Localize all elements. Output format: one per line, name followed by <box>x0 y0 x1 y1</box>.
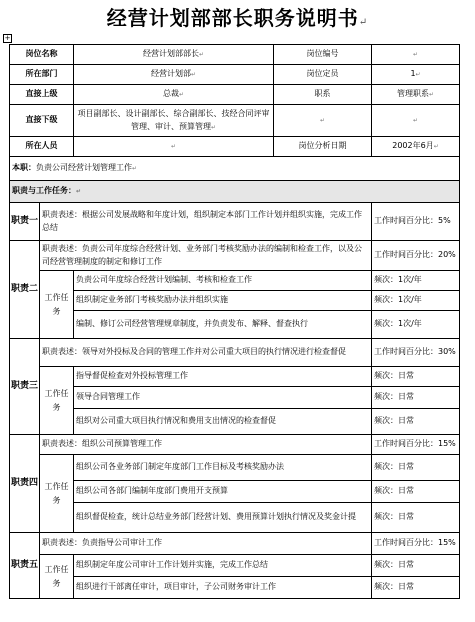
duty-summary: 本职：负责公司经营计划管理工作↵ <box>10 157 460 181</box>
duty-4-task-row <box>10 503 460 533</box>
duty-3-task-1-freq: 频次：日常 <box>372 367 460 387</box>
duty-2-task-row <box>10 291 460 311</box>
duty-1-desc: 职责表述：根据公司发展战略和年度计划，组织制定本部门工作计划并组织实施，完成工作总结 <box>40 203 372 241</box>
info-row-department <box>10 65 460 85</box>
duty-2-label: 职责二 <box>10 241 40 339</box>
position-no-value: ↵ <box>372 45 460 65</box>
duty-3-desc-row <box>10 339 460 367</box>
duty-4-task-row <box>10 455 460 481</box>
incumbent-value: ↵ <box>74 137 274 157</box>
analysis-date-value: 2002年6月↵ <box>372 137 460 157</box>
duty-5-desc: 职责表述：负责指导公司审计工作 <box>40 533 372 555</box>
duty-1-time: 工作时间百分比：5% <box>372 203 460 241</box>
duty-summary-row <box>10 157 460 181</box>
duty-5-task-row <box>10 577 460 599</box>
direct-subordinate-value: 项目副部长、设计副部长、综合副部长、技经合同评审管理、审计、预算管理↵ <box>74 105 274 137</box>
duty-5-task-1-freq: 频次：日常 <box>372 555 460 577</box>
duty-5-time: 工作时间百分比：15% <box>372 533 460 555</box>
position-no-label: 岗位编号 <box>274 45 372 65</box>
duty-5-task-label: 工作任务 <box>40 555 74 599</box>
direct-subordinate-label: 直接下级 <box>10 105 74 137</box>
duty-4-task-label: 工作任务 <box>40 455 74 533</box>
duty-4-task-1: 组织公司各业务部门制定年度部门工作目标及考核奖励办法 <box>74 455 372 481</box>
duty-2-time: 工作时间百分比：20% <box>372 241 460 271</box>
table-move-handle-icon[interactable]: + <box>4 34 11 42</box>
duty-4-task-2-freq: 频次：日常 <box>372 481 460 503</box>
job-family-label: 职系 <box>274 85 372 105</box>
duty-3-task-1: 指导督促检查对外投标管理工作 <box>74 367 372 387</box>
page-title: 经营计划部部长职务说明书↵ <box>106 6 369 30</box>
duty-3-task-row <box>10 409 460 435</box>
duty-5-desc-row <box>10 533 460 555</box>
position-name-label: 岗位名称 <box>10 45 74 65</box>
job-class-value-2: ↵ <box>372 105 460 137</box>
duty-1-desc-row <box>10 203 460 241</box>
duty-2-task-3: 编制、修订公司经营管理规章制度，并负责发布、解释、督查执行 <box>74 311 372 339</box>
duty-2-task-2-freq: 频次：1次/年 <box>372 291 460 311</box>
duty-3-task-row <box>10 367 460 387</box>
duty-4-task-3: 组织督促检查，统计总结业务部门经营计划、费用预算计划执行情况及奖金计提 <box>74 503 372 533</box>
duty-4-task-2: 组织公司各部门编制年度部门费用开支预算 <box>74 481 372 503</box>
analysis-date-label: 岗位分析日期 <box>274 137 372 157</box>
duty-3-task-2-freq: 频次：日常 <box>372 387 460 409</box>
duty-4-task-3-freq: 频次：日常 <box>372 503 460 533</box>
dept-label: 所在部门 <box>10 65 74 85</box>
direct-superior-value: 总裁↵ <box>74 85 274 105</box>
duty-5-label: 职责五 <box>10 533 40 599</box>
dept-value: 经营计划部↵ <box>74 65 274 85</box>
info-row-subordinate <box>10 105 460 137</box>
info-row-position <box>10 45 460 65</box>
duty-3-desc: 职责表述：领导对外投标及合同的管理工作并对公司重大项目的执行情况进行检查督促 <box>40 339 372 367</box>
duty-5-task-1: 组织制定年度公司审计工作计划并实施，完成工作总结 <box>74 555 372 577</box>
direct-superior-label: 直接上级 <box>10 85 74 105</box>
duty-3-task-3: 组织对公司重大项目执行情况和费用支出情况的检查督促 <box>74 409 372 435</box>
duty-4-desc-row <box>10 435 460 455</box>
headcount-value: 1↵ <box>372 65 460 85</box>
duty-2-task-2: 组织制定业务部门考核奖励办法并组织实施 <box>74 291 372 311</box>
duty-5-task-2: 组织进行干部离任审计，项目审计，子公司财务审计工作 <box>74 577 372 599</box>
duty-3-task-2: 领导合同管理工作 <box>74 387 372 409</box>
duty-5-task-2-freq: 频次：日常 <box>372 577 460 599</box>
duty-4-task-row <box>10 481 460 503</box>
position-name-value: 经营计划部部长↵ <box>74 45 274 65</box>
duty-2-desc: 职责表述：负责公司年度综合经营计划、业务部门考核奖励办法的编制和检查工作，以及公司经营管理制度的制定和修订工作 <box>40 241 372 271</box>
duty-5-task-row <box>10 555 460 577</box>
duty-1-label: 职责一 <box>10 203 40 241</box>
duty-4-time: 工作时间百分比：15% <box>372 435 460 455</box>
duty-3-task-label: 工作任务 <box>40 367 74 435</box>
duty-2-task-label: 工作任务 <box>40 271 74 339</box>
paragraph-mark: ↵ <box>358 17 369 28</box>
duty-2-task-3-freq: 频次：1次/年 <box>372 311 460 339</box>
duty-2-task-row <box>10 271 460 291</box>
duty-3-task-3-freq: 频次：日常 <box>372 409 460 435</box>
duty-3-time: 工作时间百分比：30% <box>372 339 460 367</box>
duty-2-task-row <box>10 311 460 339</box>
job-class-value: ↵ <box>274 105 372 137</box>
incumbent-label: 所在人员 <box>10 137 74 157</box>
job-description-table <box>9 44 460 599</box>
info-row-incumbent <box>10 137 460 157</box>
duty-2-task-1: 负责公司年度综合经营计划编制、考核和检查工作 <box>74 271 372 291</box>
duties-header-row <box>10 181 460 203</box>
duty-2-task-1-freq: 频次：1次/年 <box>372 271 460 291</box>
duty-3-label: 职责三 <box>10 339 40 435</box>
duty-4-label: 职责四 <box>10 435 40 533</box>
job-family-value: 管理职系↵ <box>372 85 460 105</box>
duties-header: 职责与工作任务：↵ <box>10 181 460 203</box>
duty-4-task-1-freq: 频次：日常 <box>372 455 460 481</box>
duty-3-task-row <box>10 387 460 409</box>
headcount-label: 岗位定员 <box>274 65 372 85</box>
info-row-superior <box>10 85 460 105</box>
duty-4-desc: 职责表述：组织公司预算管理工作 <box>40 435 372 455</box>
duty-2-desc-row <box>10 241 460 271</box>
